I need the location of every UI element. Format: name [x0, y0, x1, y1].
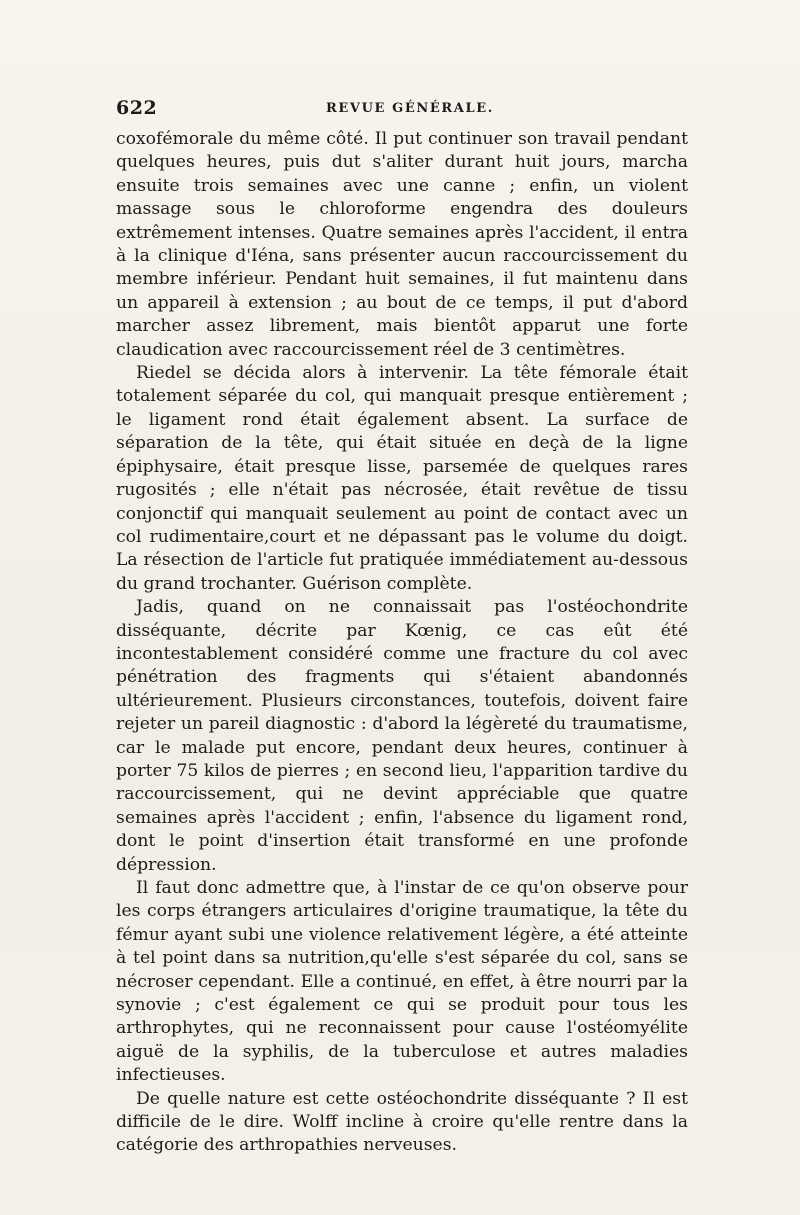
paragraph-1: coxofémorale du même côté. Il put continuer son travail pendant quelques heures, puis dut s'aliter durant huit jours, marcha ensuite trois semaines avec une canne ; enfin, un violent massage sous le chloroforme engendra des douleurs extrêmement intenses. Quatre semaines après l'accident, il entra à la clinique d'Iéna, sans présenter aucun raccourcissement du membre inférieur. Pendant huit semaines, il fut maintenu dans un appareil à extension ; au bout de ce temps, il put d'abord marcher assez librement, mais bientôt apparut une forte claudication avec raccourcissement réel de 3 centimètres.	[116, 129, 688, 360]
paragraph-5: De quelle nature est cette ostéochondrite disséquante ? Il est difficile de le dire. Wolff incline à croire qu'elle rentre dans la catégorie des arthropathies nerveuses.	[116, 1088, 688, 1156]
paragraph-3: Jadis, quand on ne connaissait pas l'ostéochondrite disséquante, décrite par Kœnig, ce cas eût été incontestablement considéré comme une fracture du col avec pénétration des fragments qui s'étaient abandonnés ultérieurement. Plusieurs circonstances, toutefois, doivent faire rejeter un pareil diagnostic : d'abord la légèreté du traumatisme, car le malade put encore, pendant deux heures, continuer à porter 75 kilos de pierres ; en second lieu, l'apparition tardive du raccourcissement, qui ne devint appréciable que quatre semaines après l'accident ; enfin, l'absence du ligament rond, dont le point d'insertion était transformé en une profonde dépression.	[116, 597, 688, 875]
running-head: REVUE GÉNÉRALE.	[326, 101, 494, 116]
page-number: 622	[116, 97, 158, 119]
body-text	[116, 128, 688, 1158]
page-header	[116, 97, 688, 125]
paragraph-4: Il faut donc admettre que, à l'instar de ce qu'on observe pour les corps étrangers articulaires d'origine traumatique, la tête du fémur ayant subi une violence relativement légère, a été atteinte à tel point dans sa nutrition,qu'elle s'est séparée du col, sans se nécroser cependant. Elle a continué, en effet, à être nourri par la synovie ; c'est également ce qui se produit pour tous les arthrophytes, qui ne reconnaissent pour cause l'ostéomyélite aiguë de la syphilis, de la tuberculose et autres maladies infectieuses.	[116, 878, 688, 1086]
paragraph-2: Riedel se décida alors à intervenir. La tête fémorale était totalement séparée du col, qui manquait presque entièrement ; le ligament rond était également absent. La surface de séparation de la tête, qui était située en deçà de la ligne épiphysaire, était presque lisse, parsemée de quelques rares rugosités ; elle n'était pas nécrosée, était revêtue de tissu conjonctif qui manquait seulement au point de contact avec un col rudimentaire,court et ne dépassant pas le volume du doigt. La résection de l'article fut pratiquée immédiatement au-dessous du grand trochanter. Guérison complète.	[116, 363, 688, 594]
